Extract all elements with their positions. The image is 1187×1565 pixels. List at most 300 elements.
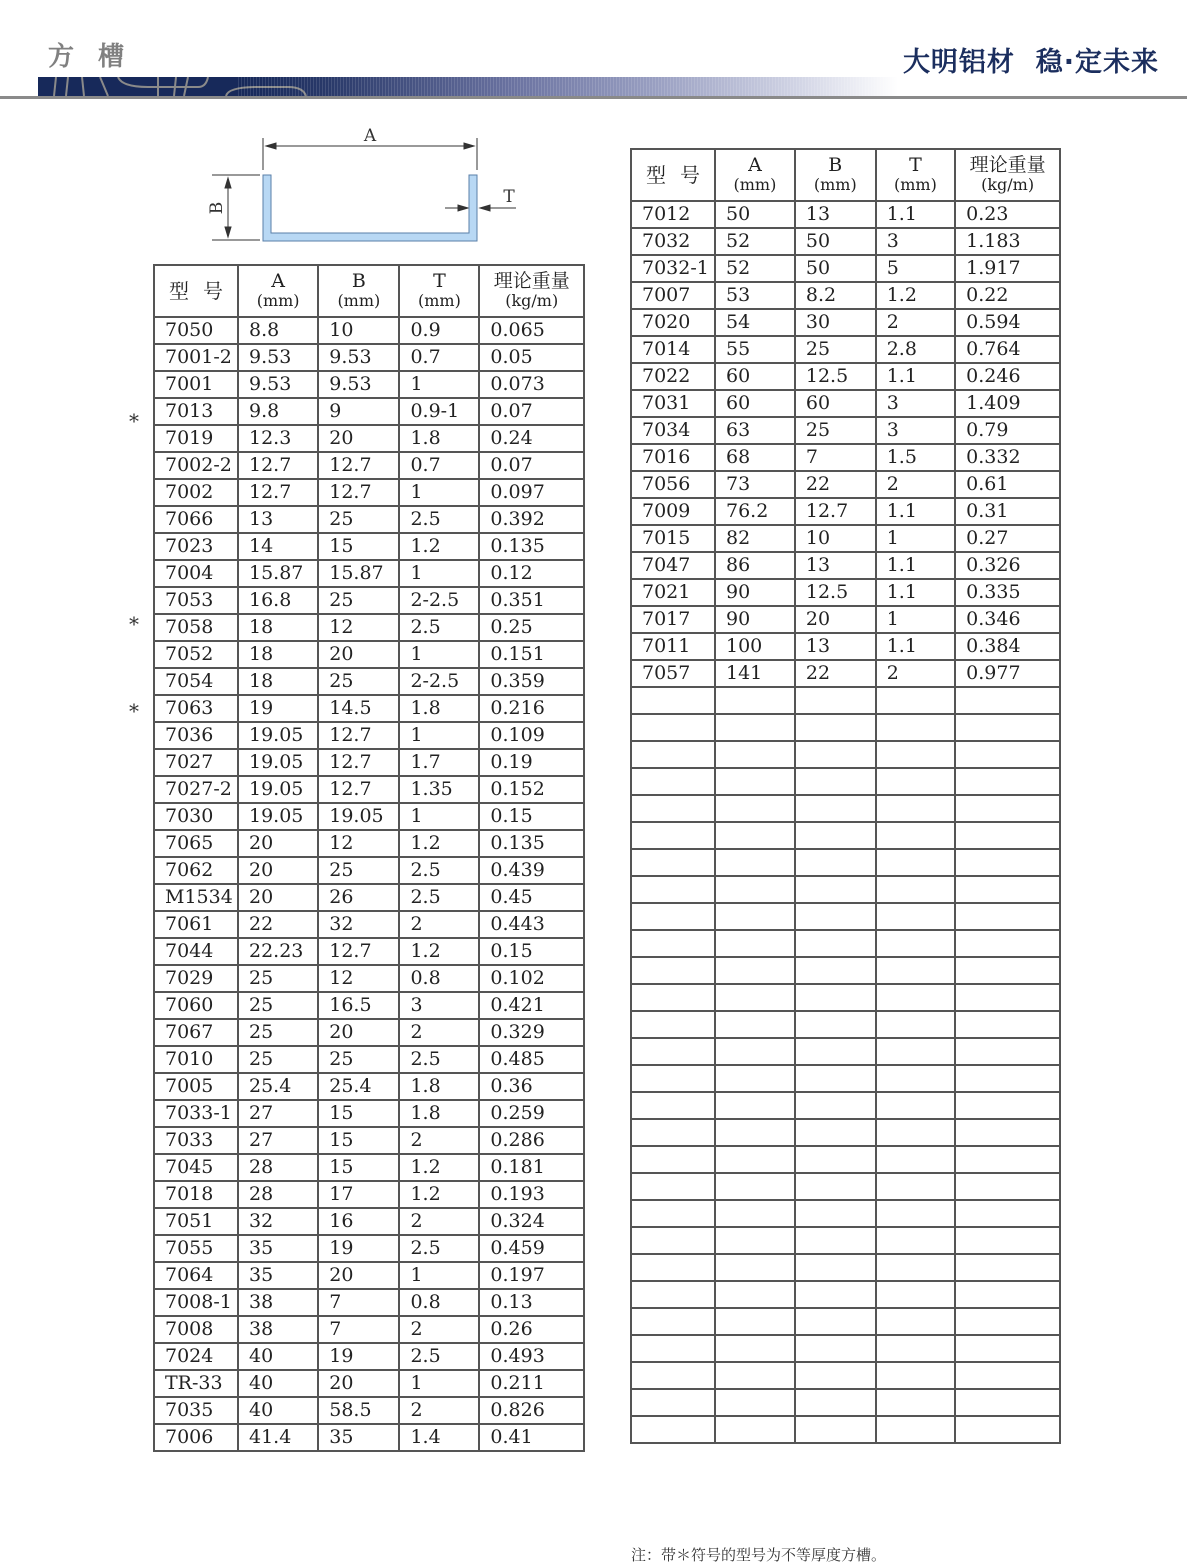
cell-a: 9.53 [238,344,318,371]
cell-a: 9.53 [238,371,318,398]
cell-a: 20 [238,857,318,884]
empty-table-row [631,741,1060,768]
empty-cell [795,1227,876,1254]
cell-w: 0.13 [479,1289,584,1316]
cell-w: 0.485 [479,1046,584,1073]
cell-model: 7060 [154,992,238,1019]
header-weight: 理论重量 (kg/m) [955,149,1060,201]
empty-cell [955,795,1060,822]
cell-b: 7 [795,444,876,471]
cell-b: 13 [795,633,876,660]
table-row [154,1424,584,1451]
cell-model: 7034 [631,417,715,444]
cell-t: 3 [876,390,955,417]
cell-model: 7006 [154,1424,238,1451]
empty-cell [631,849,715,876]
empty-cell [795,1119,876,1146]
empty-cell [715,687,795,714]
empty-cell [876,1065,955,1092]
cell-model: 7054 [154,668,238,695]
cell-t: 2 [876,660,955,687]
empty-cell [795,687,876,714]
cell-model: 7033 [154,1127,238,1154]
cell-w: 0.151 [479,641,584,668]
cell-model: 7063 [154,695,238,722]
cell-a: 12.3 [238,425,318,452]
cell-a: 73 [715,471,795,498]
cell-a: 41.4 [238,1424,318,1451]
cell-t: 1 [399,1370,479,1397]
empty-cell [955,1146,1060,1173]
table-row [154,371,584,398]
table-row [154,452,584,479]
cell-w: 0.102 [479,965,584,992]
empty-cell [631,1119,715,1146]
header-t: T (mm) [399,265,479,317]
cell-b: 26 [318,884,399,911]
table-row [154,1127,584,1154]
header-t: T (mm) [876,149,955,201]
table-row [631,525,1060,552]
cell-a: 12.7 [238,479,318,506]
cell-t: 2.5 [399,1046,479,1073]
empty-cell [955,1281,1060,1308]
empty-cell [631,1254,715,1281]
table-row [154,1208,584,1235]
cell-a: 82 [715,525,795,552]
cell-w: 0.109 [479,722,584,749]
empty-cell [715,1281,795,1308]
table-row [154,533,584,560]
cell-w: 0.065 [479,317,584,344]
cell-t: 1 [876,525,955,552]
empty-cell [795,1254,876,1281]
empty-cell [876,1389,955,1416]
empty-cell [955,741,1060,768]
empty-cell [795,1281,876,1308]
cell-model: 7023 [154,533,238,560]
cell-a: 90 [715,606,795,633]
empty-cell [955,1011,1060,1038]
cell-t: 0.9 [399,317,479,344]
cell-a: 63 [715,417,795,444]
table-row [631,660,1060,687]
empty-cell [631,876,715,903]
empty-cell [715,1227,795,1254]
cell-t: 2 [399,1316,479,1343]
empty-cell [876,984,955,1011]
empty-cell [876,1173,955,1200]
cell-w: 0.073 [479,371,584,398]
empty-cell [876,687,955,714]
cell-t: 3 [399,992,479,1019]
empty-cell [631,957,715,984]
empty-cell [715,1416,795,1443]
empty-cell [631,795,715,822]
cell-a: 19.05 [238,776,318,803]
cell-b: 16 [318,1208,399,1235]
cell-t: 1.1 [876,201,955,228]
empty-cell [955,1416,1060,1443]
empty-cell [955,984,1060,1011]
cell-b: 13 [795,552,876,579]
empty-cell [631,1389,715,1416]
cell-w: 0.332 [955,444,1060,471]
cell-t: 2.5 [399,1235,479,1262]
table-row [154,1073,584,1100]
empty-cell [715,822,795,849]
table-header-row [631,149,1060,201]
empty-table-row [631,1092,1060,1119]
empty-cell [955,957,1060,984]
cell-model: 7008-1 [154,1289,238,1316]
empty-cell [955,903,1060,930]
cell-model: 7002 [154,479,238,506]
cell-b: 9 [318,398,399,425]
header-b: B (mm) [318,265,399,317]
cell-w: 0.459 [479,1235,584,1262]
table-row [154,1181,584,1208]
empty-cell [715,795,795,822]
cell-b: 12.7 [318,479,399,506]
cell-w: 0.45 [479,884,584,911]
empty-cell [955,1065,1060,1092]
empty-cell [715,768,795,795]
cell-a: 54 [715,309,795,336]
empty-cell [795,1038,876,1065]
empty-cell [795,741,876,768]
empty-table-row [631,1200,1060,1227]
cell-a: 28 [238,1154,318,1181]
table-row [154,1370,584,1397]
empty-cell [795,1200,876,1227]
cell-a: 22.23 [238,938,318,965]
cell-a: 90 [715,579,795,606]
empty-cell [631,822,715,849]
table-row [631,255,1060,282]
table-row [154,1235,584,1262]
cell-a: 19.05 [238,803,318,830]
table-header-row [154,265,584,317]
cell-t: 2.5 [399,884,479,911]
cell-w: 0.764 [955,336,1060,363]
header-a: A (mm) [238,265,318,317]
cell-b: 7 [318,1289,399,1316]
table-row [154,425,584,452]
cell-w: 0.493 [479,1343,584,1370]
cell-b: 30 [795,309,876,336]
empty-cell [955,1335,1060,1362]
cell-w: 0.392 [479,506,584,533]
cell-model: 7013 [154,398,238,425]
cell-a: 40 [238,1397,318,1424]
cell-t: 2.5 [399,506,479,533]
star-marker: * [129,409,139,433]
cell-w: 0.329 [479,1019,584,1046]
empty-cell [876,1335,955,1362]
cell-b: 22 [795,471,876,498]
cell-w: 0.346 [955,606,1060,633]
table-row [154,479,584,506]
cell-b: 35 [318,1424,399,1451]
cell-b: 25 [795,417,876,444]
cell-a: 38 [238,1316,318,1343]
table-row [154,938,584,965]
empty-cell [715,1200,795,1227]
cell-t: 1.8 [399,425,479,452]
empty-cell [955,876,1060,903]
empty-cell [795,1173,876,1200]
cell-b: 12 [318,830,399,857]
cell-model: 7036 [154,722,238,749]
empty-cell [715,1011,795,1038]
cell-a: 52 [715,228,795,255]
cell-model: 7012 [631,201,715,228]
empty-table-row [631,1011,1060,1038]
cell-model: 7032-1 [631,255,715,282]
cell-w: 0.135 [479,830,584,857]
table-row [631,552,1060,579]
cell-w: 0.152 [479,776,584,803]
empty-table-row [631,1173,1060,1200]
table-row [154,776,584,803]
cell-t: 1.8 [399,1100,479,1127]
channel-profile-diagram [200,122,530,252]
cell-w: 0.19 [479,749,584,776]
cell-b: 16.5 [318,992,399,1019]
cell-t: 1.1 [876,579,955,606]
cell-a: 16.8 [238,587,318,614]
cell-b: 15 [318,1100,399,1127]
table-row [154,1154,584,1181]
cell-a: 12.7 [238,452,318,479]
cell-b: 12 [318,614,399,641]
empty-cell [715,1146,795,1173]
cell-a: 20 [238,884,318,911]
cell-b: 25 [318,1046,399,1073]
cell-b: 12.5 [795,579,876,606]
cell-b: 25 [795,336,876,363]
cell-w: 0.05 [479,344,584,371]
cell-b: 12.7 [318,938,399,965]
cell-w: 0.24 [479,425,584,452]
empty-cell [955,1254,1060,1281]
cell-b: 17 [318,1181,399,1208]
cell-model: 7024 [154,1343,238,1370]
cell-w: 0.594 [955,309,1060,336]
cell-a: 25 [238,992,318,1019]
cell-a: 27 [238,1127,318,1154]
empty-cell [955,1200,1060,1227]
cell-t: 1.1 [876,498,955,525]
cell-b: 20 [795,606,876,633]
empty-cell [876,957,955,984]
empty-table-row [631,930,1060,957]
empty-cell [715,957,795,984]
cell-t: 2.5 [399,857,479,884]
cell-b: 8.2 [795,282,876,309]
empty-table-row [631,1389,1060,1416]
cell-b: 20 [318,1370,399,1397]
cell-model: 7011 [631,633,715,660]
cell-b: 14.5 [318,695,399,722]
cell-model: 7051 [154,1208,238,1235]
cell-a: 50 [715,201,795,228]
empty-cell [631,1335,715,1362]
cell-model: 7010 [154,1046,238,1073]
empty-cell [955,1173,1060,1200]
cell-b: 19 [318,1235,399,1262]
empty-cell [631,741,715,768]
empty-cell [876,795,955,822]
empty-cell [715,1065,795,1092]
cell-model: 7056 [631,471,715,498]
table-row [154,965,584,992]
cell-w: 0.246 [955,363,1060,390]
cell-a: 53 [715,282,795,309]
cell-model: 7031 [631,390,715,417]
table-row [154,1316,584,1343]
cell-model: 7005 [154,1073,238,1100]
cell-t: 0.8 [399,1289,479,1316]
cell-a: 19 [238,695,318,722]
spec-table-right [630,148,1061,1444]
cell-b: 12.7 [318,722,399,749]
empty-cell [715,1038,795,1065]
cell-a: 76.2 [715,498,795,525]
empty-table-row [631,1038,1060,1065]
cell-w: 0.27 [955,525,1060,552]
empty-cell [795,984,876,1011]
cell-model: 7027 [154,749,238,776]
empty-cell [715,1092,795,1119]
cell-w: 0.07 [479,398,584,425]
empty-cell [631,1092,715,1119]
cell-a: 60 [715,363,795,390]
cell-w: 0.41 [479,1424,584,1451]
cell-w: 0.259 [479,1100,584,1127]
cell-model: 7004 [154,560,238,587]
empty-cell [715,876,795,903]
cell-w: 0.359 [479,668,584,695]
cell-t: 1.1 [876,552,955,579]
empty-cell [715,930,795,957]
empty-cell [955,1227,1060,1254]
cell-t: 1.2 [399,1181,479,1208]
empty-cell [795,1416,876,1443]
cell-model: 7021 [631,579,715,606]
table-row [631,633,1060,660]
cell-t: 2 [399,1019,479,1046]
cell-b: 25.4 [318,1073,399,1100]
empty-table-row [631,876,1060,903]
cell-model: 7017 [631,606,715,633]
empty-table-row [631,1065,1060,1092]
empty-cell [631,1038,715,1065]
cell-b: 15 [318,1154,399,1181]
empty-table-row [631,714,1060,741]
empty-cell [876,876,955,903]
cell-b: 50 [795,255,876,282]
empty-cell [955,1389,1060,1416]
cell-b: 15 [318,533,399,560]
cell-t: 1 [399,479,479,506]
cell-b: 15.87 [318,560,399,587]
cell-b: 25 [318,857,399,884]
empty-cell [631,903,715,930]
cell-a: 14 [238,533,318,560]
cell-b: 20 [318,1262,399,1289]
cell-model: 7057 [631,660,715,687]
table-row [154,344,584,371]
cell-t: 1.35 [399,776,479,803]
empty-table-row [631,822,1060,849]
cell-t: 1.2 [399,1154,479,1181]
empty-cell [715,1389,795,1416]
cell-t: 1.1 [876,633,955,660]
empty-cell [876,741,955,768]
empty-cell [876,714,955,741]
cell-model: 7032 [631,228,715,255]
table-row [631,201,1060,228]
cell-a: 141 [715,660,795,687]
header-weight: 理论重量 (kg/m) [479,265,584,317]
cell-w: 0.286 [479,1127,584,1154]
cell-w: 0.07 [479,452,584,479]
table-row [154,992,584,1019]
cell-t: 1 [399,1262,479,1289]
cell-w: 1.183 [955,228,1060,255]
empty-cell [876,822,955,849]
cell-w: 0.36 [479,1073,584,1100]
table-row [631,579,1060,606]
cell-a: 40 [238,1343,318,1370]
cell-w: 0.335 [955,579,1060,606]
empty-table-row [631,768,1060,795]
cell-model: 7030 [154,803,238,830]
cell-b: 25 [318,668,399,695]
cell-w: 0.23 [955,201,1060,228]
empty-table-row [631,795,1060,822]
cell-b: 20 [318,1019,399,1046]
cell-model: 7027-2 [154,776,238,803]
cell-model: 7050 [154,317,238,344]
empty-cell [715,984,795,1011]
cell-w: 0.135 [479,533,584,560]
cell-b: 12.7 [318,452,399,479]
table-row [631,228,1060,255]
cell-b: 12.7 [795,498,876,525]
label-t: T [503,187,515,207]
cell-b: 15 [318,1127,399,1154]
cell-a: 22 [238,911,318,938]
empty-cell [795,903,876,930]
cell-model: 7020 [631,309,715,336]
empty-cell [876,1119,955,1146]
cell-w: 0.384 [955,633,1060,660]
empty-cell [631,1200,715,1227]
cell-b: 25 [318,506,399,533]
table-row [154,830,584,857]
empty-cell [795,1335,876,1362]
brand-slogan: 大明铝材 稳·定未来 [902,47,1159,78]
table-row [154,857,584,884]
cell-t: 1 [876,606,955,633]
empty-cell [795,1389,876,1416]
cell-b: 9.53 [318,344,399,371]
empty-cell [955,1119,1060,1146]
empty-cell [795,714,876,741]
